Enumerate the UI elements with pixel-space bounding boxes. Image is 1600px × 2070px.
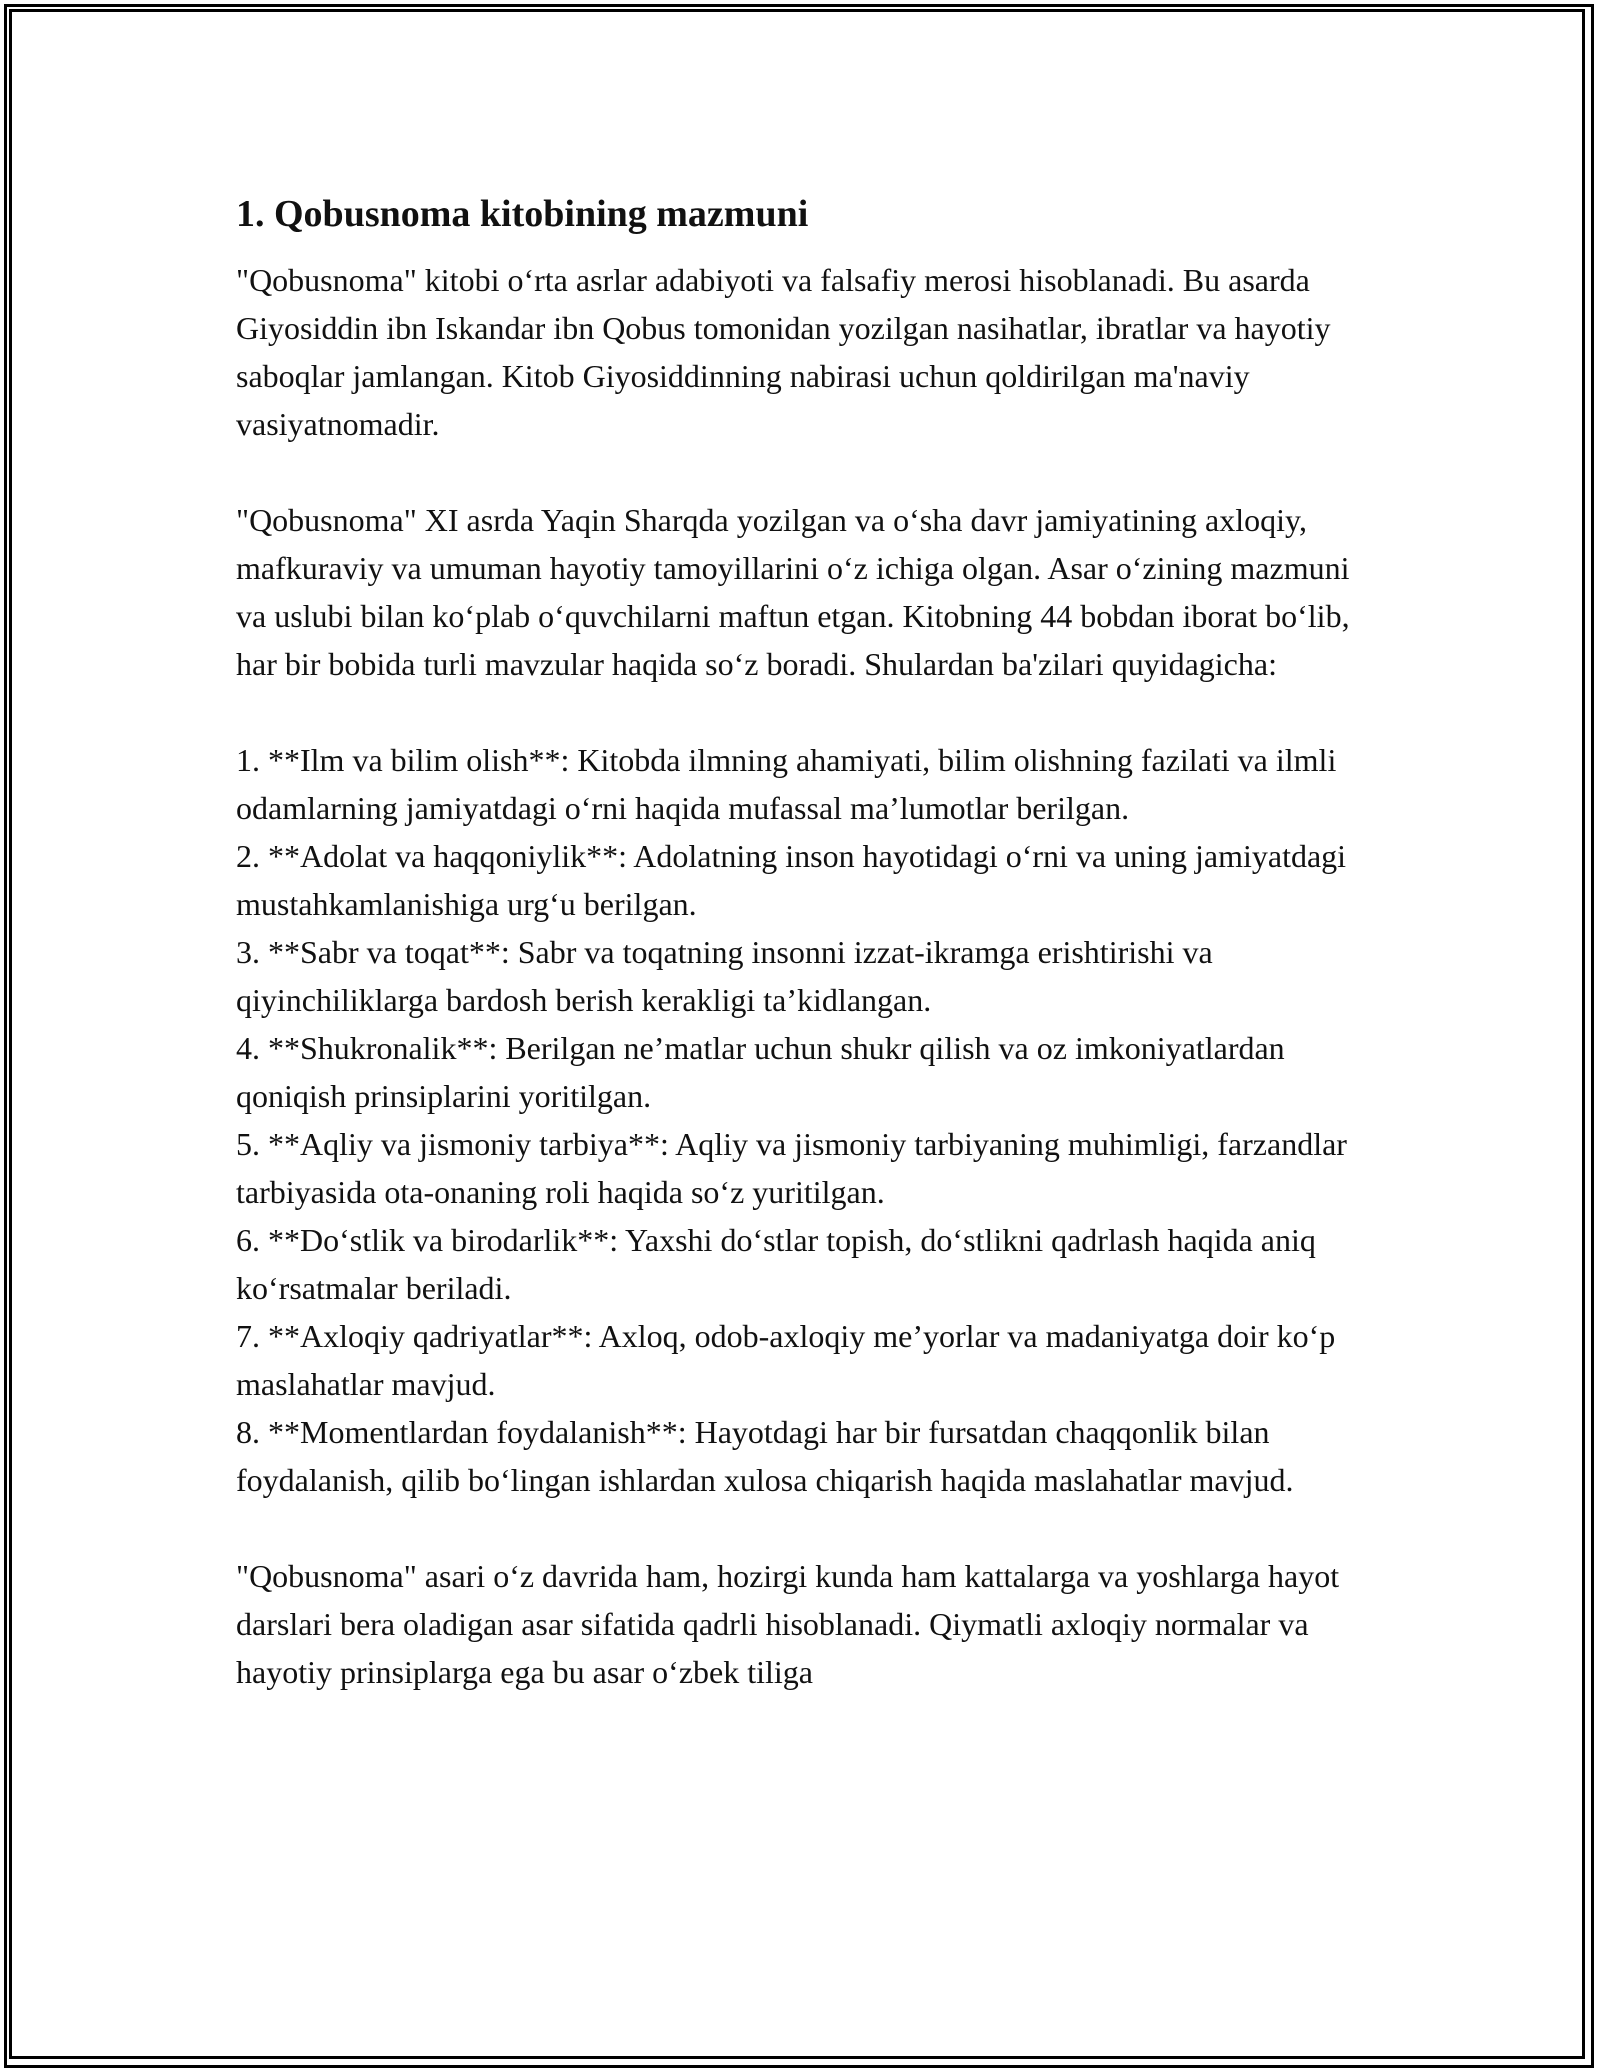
paragraph-spacer — [236, 688, 1376, 736]
list-item: 5. **Aqliy va jismoniy tarbiya**: Aqliy va jismoniy tarbiyaning muhimligi, farzandlar tarbiyasida ota-onaning roli haqida so‘z yuritilgan. — [236, 1126, 1347, 1210]
list-item: 1. **Ilm va bilim olish**: Kitobda ilmning ahamiyati, bilim olishning fazilati va ilmli odamlarning jamiyatdagi o‘rni haqida mufassal ma’lumotlar berilgan. — [236, 742, 1337, 826]
list-item: 8. **Momentlardan foydalanish**: Hayotdagi har bir fursatdan chaqqonlik bilan foydalanish, qilib bo‘lingan ishlardan xulosa chiqarish haqida maslahatlar mavjud. — [236, 1414, 1294, 1498]
document-body — [236, 186, 1376, 1696]
paragraph-spacer — [236, 1504, 1376, 1552]
paragraph-intro: "Qobusnoma" kitobi o‘rta asrlar adabiyoti va falsafiy merosi hisoblanadi. Bu asarda Giyosiddin ibn Iskandar ibn Qobus tomonidan yozilgan nasihatlar, ibratlar va hayotiy saboqlar jamlangan. Kitob Giyosiddinning nabirasi uchun qoldirilgan ma'naviy vasiyatnomadir. — [236, 262, 1331, 442]
paragraph-spacer — [236, 448, 1376, 496]
paragraph-conclusion: "Qobusnoma" asari o‘z davrida ham, hozirgi kunda ham kattalarga va yoshlarga hayot darslari bera oladigan asar sifatida qadrli hisoblanadi. Qiymatli axloqiy normalar va hayotiy prinsiplarga ega bu asar o‘zbek tiliga — [236, 1558, 1340, 1690]
topics-list — [236, 736, 1376, 1504]
list-item: 3. **Sabr va toqat**: Sabr va toqatning insonni izzat-ikramga erishtirishi va qiyinchiliklarga bardosh berish kerakligi ta’kidlangan. — [236, 934, 1213, 1018]
list-item: 7. **Axloqiy qadriyatlar**: Axloq, odob-axloqiy me’yorlar va madaniyatga doir ko‘p maslahatlar mavjud. — [236, 1318, 1336, 1402]
list-item: 4. **Shukronalik**: Berilgan ne’matlar uchun shukr qilish va oz imkoniyatlardan qoniqish prinsiplarini yoritilgan. — [236, 1030, 1285, 1114]
list-item: 2. **Adolat va haqqoniylik**: Adolatning inson hayotidagi o‘rni va uning jamiyatdagi mustahkamlanishiga urg‘u berilgan. — [236, 838, 1347, 922]
paragraph-history: "Qobusnoma" XI asrda Yaqin Sharqda yozilgan va o‘sha davr jamiyatining axloqiy, mafkuraviy va umuman hayotiy tamoyillarini o‘z ichiga olgan. Asar o‘zining mazmuni va uslubi bilan ko‘plab o‘quvchilarni maftun etgan. Kitobning 44 bobdan iborat bo‘lib, har bir bobida turli mavzular haqida so‘z boradi. Shulardan ba'zilari quyidagicha: — [236, 502, 1350, 682]
section-heading: 1. Qobusnoma kitobining mazmuni — [236, 193, 809, 235]
list-item: 6. **Do‘stlik va birodarlik**: Yaxshi do‘stlar topish, do‘stlikni qadrlash haqida aniq ko‘rsatmalar beriladi. — [236, 1222, 1316, 1306]
